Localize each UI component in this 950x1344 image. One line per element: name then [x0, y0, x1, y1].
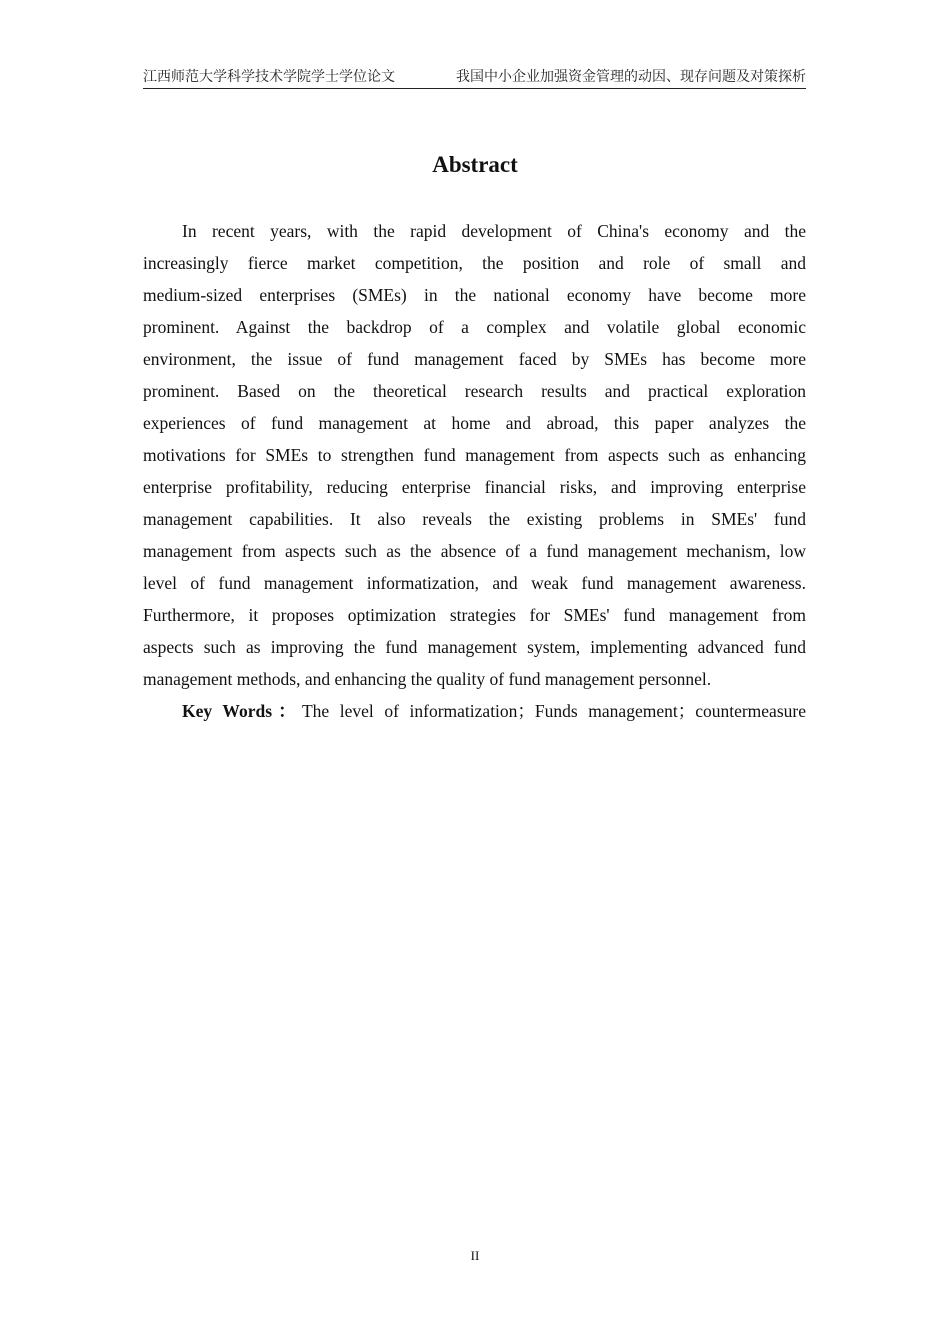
abstract-line: aspects such as improving the fund management system, implementing advanced fund [143, 637, 806, 657]
abstract-line: level of fund management informatization, and weak fund management awareness. [143, 573, 806, 593]
abstract-line: increasingly fierce market competition, the position and role of small and [143, 253, 806, 273]
abstract-line: environment, the issue of fund management faced by SMEs has become more [143, 349, 806, 369]
running-header [143, 66, 806, 89]
abstract-line: medium-sized enterprises (SMEs) in the national economy have become more [143, 285, 806, 305]
abstract-line: management methods, and enhancing the quality of fund management personnel. [143, 669, 712, 689]
page-title: Abstract [432, 152, 518, 177]
abstract-line: motivations for SMEs to strengthen fund management from aspects such as enhancing [143, 445, 806, 465]
abstract-line: prominent. Against the backdrop of a complex and volatile global economic [143, 317, 806, 337]
keywords [143, 697, 806, 729]
keywords-label: Key Words： [182, 701, 302, 721]
abstract-body [143, 217, 806, 729]
abstract-line: experiences of fund management at home and abroad, this paper analyzes the [143, 413, 806, 433]
abstract-line: In recent years, with the rapid development of China's economy and the [182, 221, 806, 241]
abstract-line: management from aspects such as the absence of a fund management mechanism, low [143, 541, 806, 561]
keywords-text: The level of informatization；Funds management；countermeasure [301, 701, 806, 721]
abstract-line: enterprise profitability, reducing enterprise financial risks, and improving enterprise [143, 477, 806, 497]
header-right: 我国中小企业加强资金管理的动因、现存问题及对策探析 [456, 70, 806, 85]
abstract-line: management capabilities. It also reveals the existing problems in SMEs' fund [143, 509, 806, 529]
abstract-line: prominent. Based on the theoretical research results and practical exploration [143, 381, 806, 401]
abstract-line: Furthermore, it proposes optimization strategies for SMEs' fund management from [143, 605, 806, 625]
header-left: 江西师范大学科学技术学院学士学位论文 [143, 70, 395, 85]
page-number: II [470, 1248, 480, 1263]
